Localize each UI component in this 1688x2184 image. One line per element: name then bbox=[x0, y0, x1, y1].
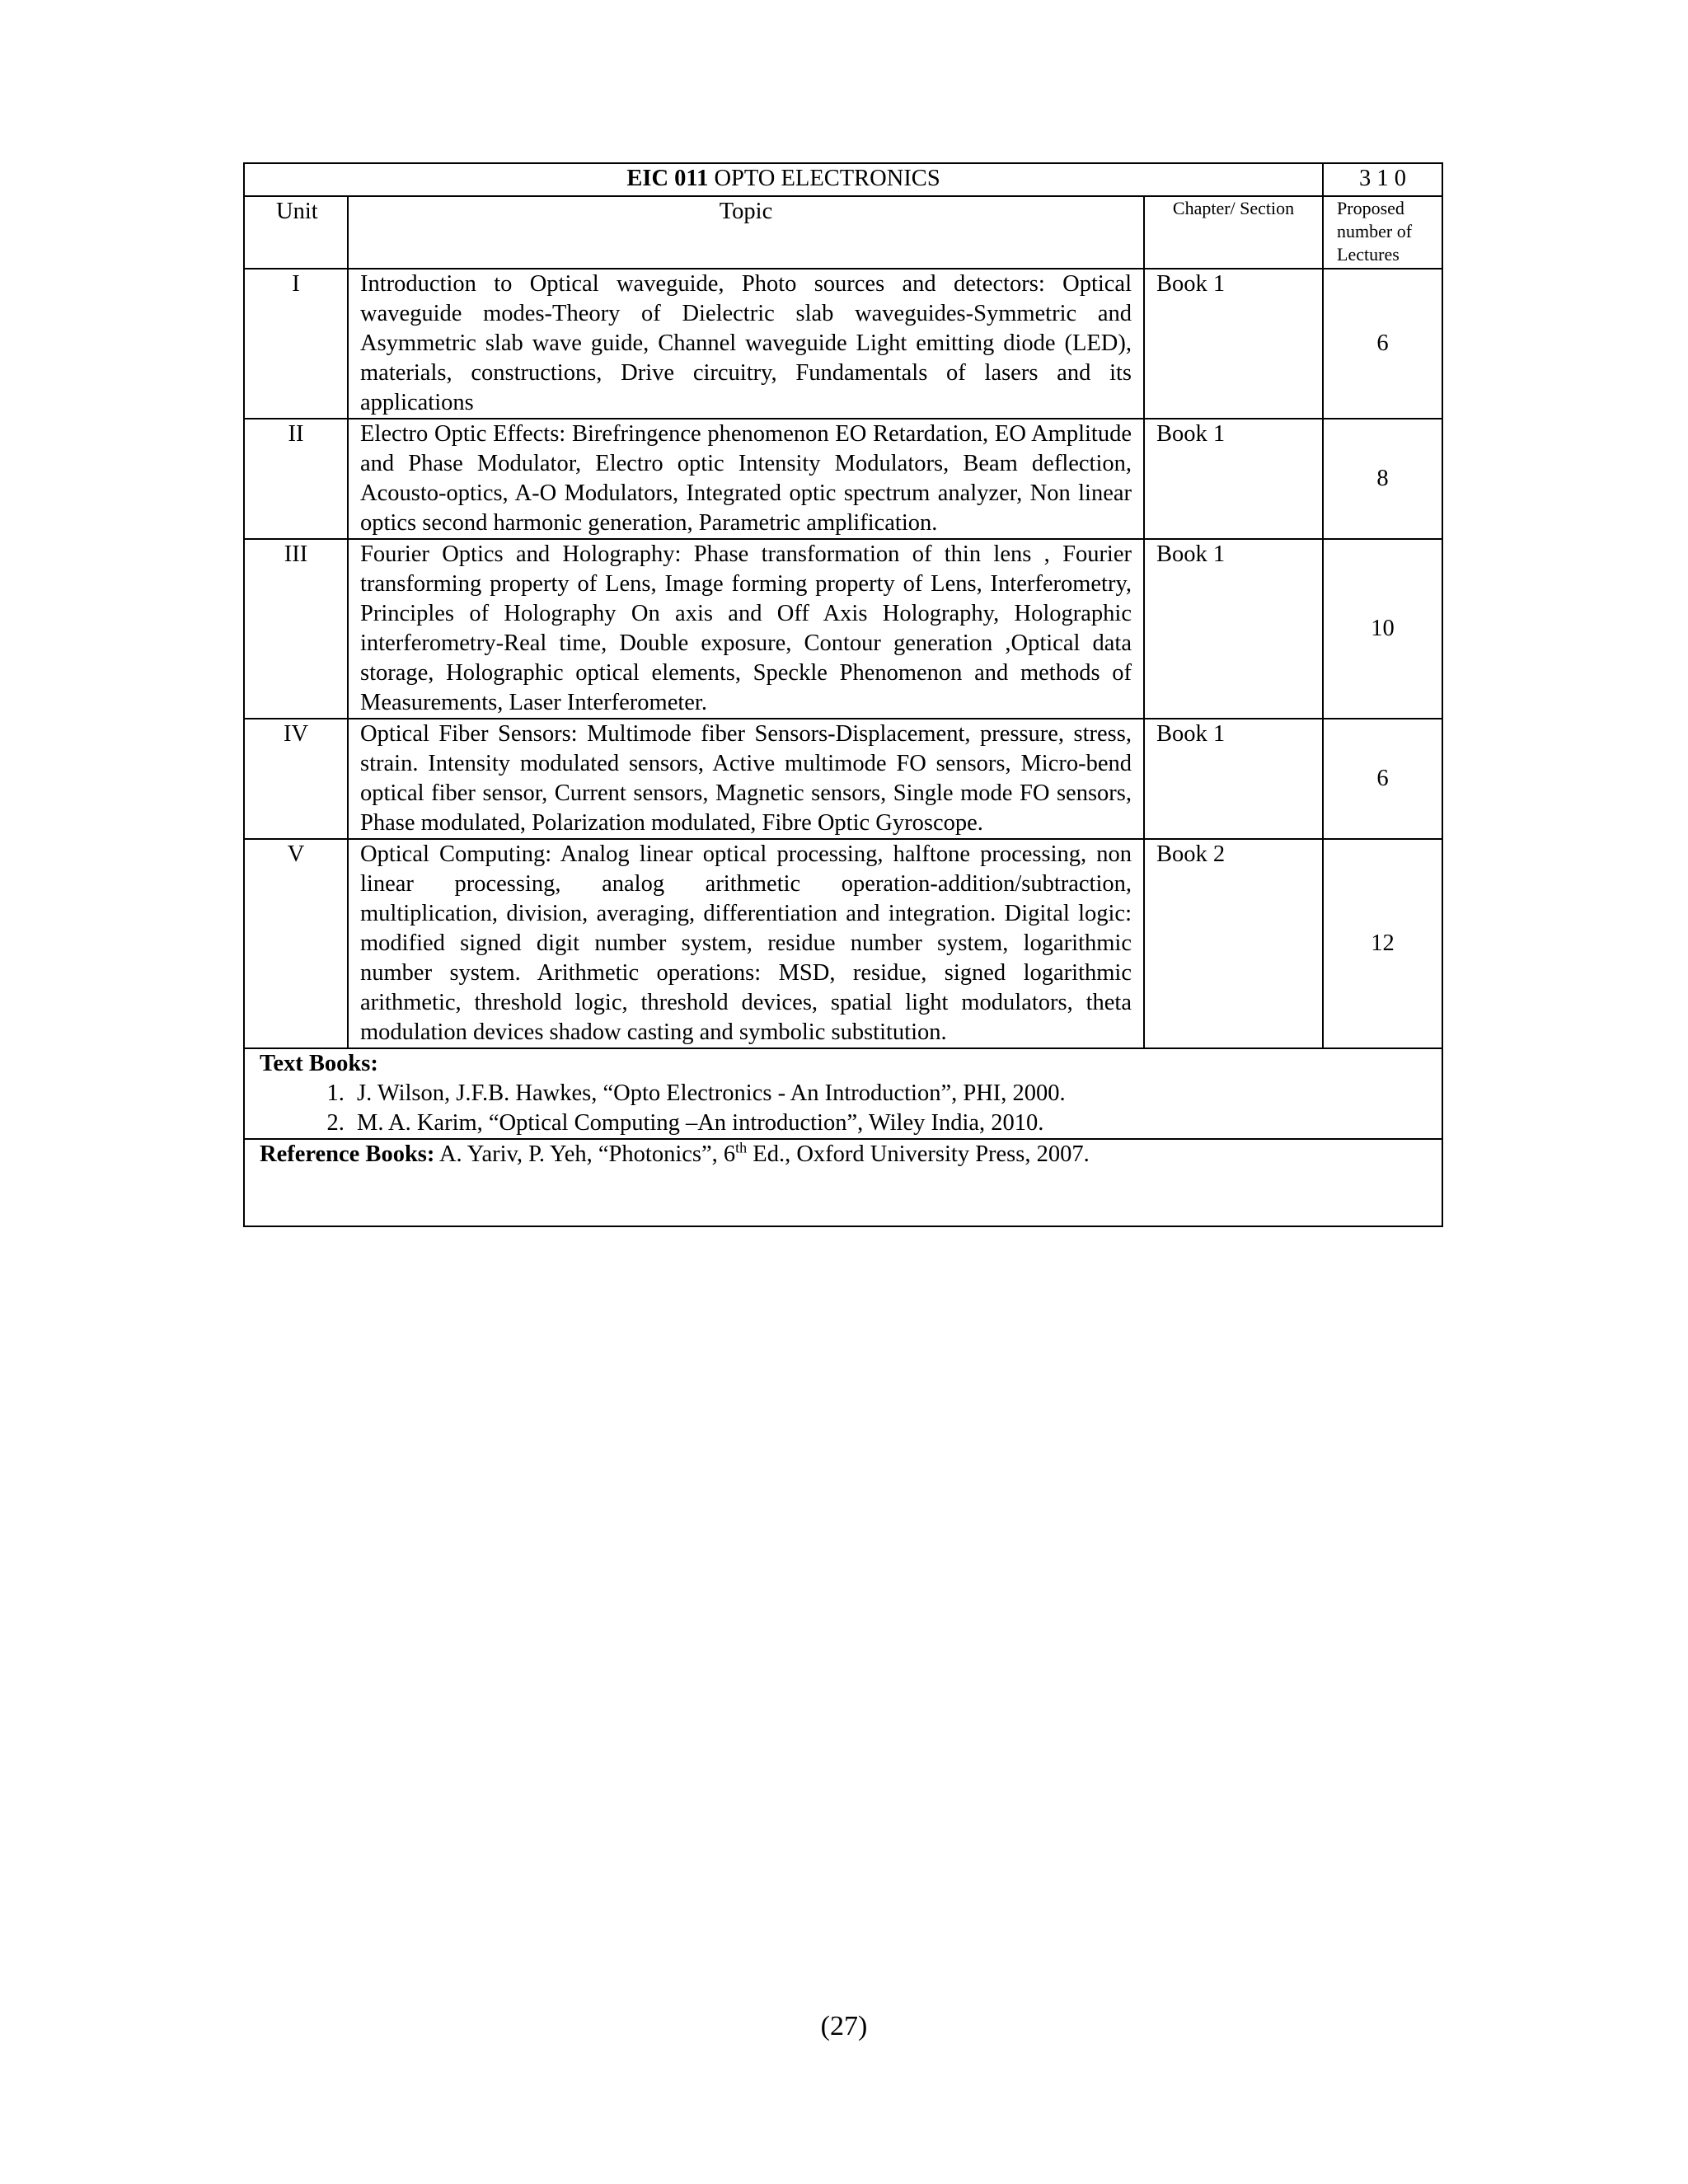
unit-row-5 bbox=[244, 839, 1442, 1048]
reference-book-text-end: Ed., Oxford University Press, 2007. bbox=[747, 1141, 1090, 1167]
reference-books-row bbox=[244, 1139, 1442, 1226]
header-row bbox=[244, 196, 1442, 269]
page-number: (27) bbox=[820, 2011, 868, 2041]
unit-lectures: 6 bbox=[1323, 719, 1442, 839]
course-title-row bbox=[244, 163, 1442, 196]
reference-book-text: A. Yariv, P. Yeh, “Photonics”, 6 bbox=[438, 1141, 736, 1167]
unit-topic: Electro Optic Effects: Birefringence phenomenon EO Retardation, EO Amplitude and Phase Modulator, Electro optic Intensity Modulators, Beam deflection, Acousto-optics, A-O Modulators, Integrated optic spectrum analyzer, Non linear optics second harmonic generation, Parametric amplification. bbox=[348, 419, 1144, 539]
unit-chapter: Book 1 bbox=[1144, 719, 1323, 839]
reference-books-heading: Reference Books: bbox=[260, 1141, 435, 1167]
unit-topic: Introduction to Optical waveguide, Photo sources and detectors: Optical waveguide modes-Theory of Dielectric slab waveguides-Symmetric and Asymmetric slab wave guide, Channel waveguide Light emitting diode (LED), materials, constructions, Drive circuitry, Fundamentals of lasers and its applications bbox=[348, 269, 1144, 419]
unit-row-3 bbox=[244, 539, 1442, 719]
unit-chapter: Book 1 bbox=[1144, 419, 1323, 539]
text-books-heading: Text Books: bbox=[260, 1051, 378, 1076]
unit-number: V bbox=[244, 839, 348, 1048]
course-name: OPTO ELECTRONICS bbox=[714, 166, 940, 191]
reference-books-section bbox=[244, 1139, 1442, 1226]
text-books-list bbox=[260, 1079, 1427, 1138]
unit-lectures: 6 bbox=[1323, 269, 1442, 419]
unit-number: IV bbox=[244, 719, 348, 839]
header-unit: Unit bbox=[244, 196, 348, 269]
course-credits: 3 1 0 bbox=[1323, 163, 1442, 196]
unit-topic: Optical Fiber Sensors: Multimode fiber Sensors-Displacement, pressure, stress, strain. Intensity modulated sensors, Active multimode FO sensors, Micro-bend optical fiber sensor, Current sensors, Magnetic sensors, Single mode FO sensors, Phase modulated, Polarization modulated, Fibre Optic Gyroscope. bbox=[348, 719, 1144, 839]
unit-chapter: Book 1 bbox=[1144, 539, 1323, 719]
unit-lectures: 8 bbox=[1323, 419, 1442, 539]
reference-book-superscript: th bbox=[735, 1139, 748, 1156]
unit-row-1 bbox=[244, 269, 1442, 419]
course-code: EIC 011 bbox=[626, 166, 709, 191]
header-lectures: Proposed number of Lectures bbox=[1323, 196, 1442, 269]
unit-number: III bbox=[244, 539, 348, 719]
unit-chapter: Book 1 bbox=[1144, 269, 1323, 419]
unit-lectures: 12 bbox=[1323, 839, 1442, 1048]
unit-lectures: 10 bbox=[1323, 539, 1442, 719]
text-books-row bbox=[244, 1048, 1442, 1139]
header-topic: Topic bbox=[348, 196, 1144, 269]
course-title bbox=[244, 163, 1323, 196]
text-books-section bbox=[244, 1048, 1442, 1139]
unit-topic: Optical Computing: Analog linear optical processing, halftone processing, non linear processing, analog arithmetic operation-addition/subtraction, multiplication, division, averaging, differentiation and integration. Digital logic: modified signed digit number system, residue number system, logarithmic number system. Arithmetic operations: MSD, residue, signed logarithmic arithmetic, threshold logic, threshold devices, spatial light modulators, theta modulation devices shadow casting and symbolic substitution. bbox=[348, 839, 1144, 1048]
text-book-item: 1. J. Wilson, J.F.B. Hawkes, “Opto Electronics - An Introduction”, PHI, 2000. bbox=[350, 1079, 1427, 1108]
unit-row-2 bbox=[244, 419, 1442, 539]
header-chapter: Chapter/ Section bbox=[1144, 196, 1323, 269]
unit-chapter: Book 2 bbox=[1144, 839, 1323, 1048]
unit-number: I bbox=[244, 269, 348, 419]
text-book-item: 2. M. A. Karim, “Optical Computing –An introduction”, Wiley India, 2010. bbox=[350, 1108, 1427, 1138]
unit-number: II bbox=[244, 419, 348, 539]
syllabus-table bbox=[243, 162, 1443, 1227]
unit-topic: Fourier Optics and Holography: Phase transformation of thin lens , Fourier transforming property of Lens, Image forming property of Lens, Interferometry, Principles of Holography On axis and Off Axis Holography, Holographic interferometry-Real time, Double exposure, Contour generation ,Optical data storage, Holographic optical elements, Speckle Phenomenon and methods of Measurements, Laser Interferometer. bbox=[348, 539, 1144, 719]
unit-row-4 bbox=[244, 719, 1442, 839]
